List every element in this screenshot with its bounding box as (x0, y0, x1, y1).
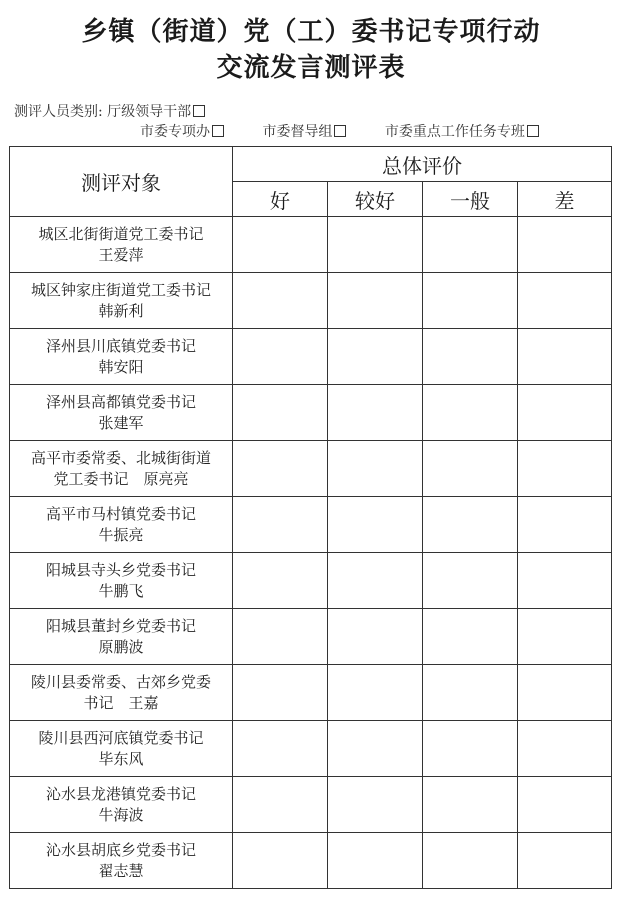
evaluation-target-cell: 城区钟家庄街道党工委书记 韩新利 (10, 273, 233, 329)
grade-good-cell[interactable] (233, 385, 328, 441)
evaluator-category-row-2 (140, 123, 539, 141)
header-grade-average: 一般 (423, 182, 518, 217)
evaluation-table (9, 146, 612, 889)
table-row (10, 553, 612, 609)
grade-poor-cell[interactable] (518, 441, 612, 497)
grade-poor-cell[interactable] (518, 665, 612, 721)
grade-average-cell[interactable] (423, 665, 518, 721)
checkbox-icon[interactable] (193, 105, 205, 117)
grade-average-cell[interactable] (423, 553, 518, 609)
evaluator-option-supervision-group[interactable]: 市委督导组 (262, 124, 346, 140)
table-row (10, 497, 612, 553)
evaluation-target-cell: 高平市马村镇党委书记 牛振亮 (10, 497, 233, 553)
evaluator-option-special-office[interactable]: 市委专项办 (140, 124, 224, 140)
grade-poor-cell[interactable] (518, 273, 612, 329)
header-evaluation-target: 测评对象 (10, 147, 233, 217)
grade-good-cell[interactable] (233, 609, 328, 665)
grade-average-cell[interactable] (423, 385, 518, 441)
header-overall-evaluation: 总体评价 (233, 147, 612, 182)
table-row (10, 273, 612, 329)
grade-poor-cell[interactable] (518, 217, 612, 273)
evaluation-target-cell: 沁水县龙港镇党委书记 牛海波 (10, 777, 233, 833)
header-grade-fairly-good: 较好 (328, 182, 423, 217)
evaluator-category-row-1 (14, 103, 205, 121)
grade-good-cell[interactable] (233, 777, 328, 833)
grade-good-cell[interactable] (233, 273, 328, 329)
table-row (10, 833, 612, 889)
grade-fairly-good-cell[interactable] (328, 385, 423, 441)
evaluator-option-provincial-cadre[interactable]: 厅级领导干部 (107, 104, 205, 120)
grade-good-cell[interactable] (233, 721, 328, 777)
evaluation-target-cell: 沁水县胡底乡党委书记 翟志慧 (10, 833, 233, 889)
header-grade-good: 好 (233, 182, 328, 217)
evaluation-target-cell: 泽州县高都镇党委书记 张建军 (10, 385, 233, 441)
grade-good-cell[interactable] (233, 217, 328, 273)
grade-fairly-good-cell[interactable] (328, 553, 423, 609)
form-title-line-1: 乡镇（街道）党（工）委书记专项行动 (81, 17, 541, 47)
grade-poor-cell[interactable] (518, 553, 612, 609)
checkbox-icon[interactable] (527, 125, 539, 137)
grade-fairly-good-cell[interactable] (328, 441, 423, 497)
grade-poor-cell[interactable] (518, 833, 612, 889)
table-row (10, 665, 612, 721)
checkbox-icon[interactable] (212, 125, 224, 137)
table-row (10, 609, 612, 665)
table-row (10, 217, 612, 273)
grade-fairly-good-cell[interactable] (328, 497, 423, 553)
grade-average-cell[interactable] (423, 721, 518, 777)
grade-fairly-good-cell[interactable] (328, 273, 423, 329)
table-row (10, 329, 612, 385)
grade-poor-cell[interactable] (518, 385, 612, 441)
grade-poor-cell[interactable] (518, 609, 612, 665)
table-row (10, 441, 612, 497)
grade-average-cell[interactable] (423, 273, 518, 329)
header-grade-poor: 差 (518, 182, 612, 217)
grade-good-cell[interactable] (233, 329, 328, 385)
evaluation-target-cell: 阳城县董封乡党委书记 原鹏波 (10, 609, 233, 665)
evaluation-target-cell: 阳城县寺头乡党委书记 牛鹏飞 (10, 553, 233, 609)
evaluation-target-cell: 高平市委常委、北城街街道 党工委书记 原亮亮 (10, 441, 233, 497)
grade-good-cell[interactable] (233, 833, 328, 889)
grade-fairly-good-cell[interactable] (328, 329, 423, 385)
grade-average-cell[interactable] (423, 441, 518, 497)
grade-poor-cell[interactable] (518, 777, 612, 833)
grade-fairly-good-cell[interactable] (328, 217, 423, 273)
grade-average-cell[interactable] (423, 217, 518, 273)
grade-poor-cell[interactable] (518, 329, 612, 385)
grade-good-cell[interactable] (233, 441, 328, 497)
grade-average-cell[interactable] (423, 497, 518, 553)
grade-fairly-good-cell[interactable] (328, 609, 423, 665)
grade-fairly-good-cell[interactable] (328, 665, 423, 721)
grade-good-cell[interactable] (233, 497, 328, 553)
grade-fairly-good-cell[interactable] (328, 777, 423, 833)
evaluator-category-label: 测评人员类别: (14, 104, 103, 120)
grade-average-cell[interactable] (423, 833, 518, 889)
grade-average-cell[interactable] (423, 329, 518, 385)
grade-good-cell[interactable] (233, 665, 328, 721)
grade-average-cell[interactable] (423, 609, 518, 665)
evaluation-target-cell: 陵川县西河底镇党委书记 毕东风 (10, 721, 233, 777)
evaluation-target-cell: 泽州县川底镇党委书记 韩安阳 (10, 329, 233, 385)
checkbox-icon[interactable] (334, 125, 346, 137)
table-row (10, 385, 612, 441)
form-title-line-2: 交流发言测评表 (216, 53, 406, 83)
evaluation-target-cell: 陵川县委常委、古郊乡党委 书记 王嘉 (10, 665, 233, 721)
grade-average-cell[interactable] (423, 777, 518, 833)
table-row (10, 721, 612, 777)
grade-good-cell[interactable] (233, 553, 328, 609)
grade-fairly-good-cell[interactable] (328, 721, 423, 777)
grade-fairly-good-cell[interactable] (328, 833, 423, 889)
grade-poor-cell[interactable] (518, 497, 612, 553)
table-row (10, 777, 612, 833)
grade-poor-cell[interactable] (518, 721, 612, 777)
evaluator-option-task-force[interactable]: 市委重点工作任务专班 (385, 124, 539, 140)
evaluation-target-cell: 城区北街街道党工委书记 王爱萍 (10, 217, 233, 273)
